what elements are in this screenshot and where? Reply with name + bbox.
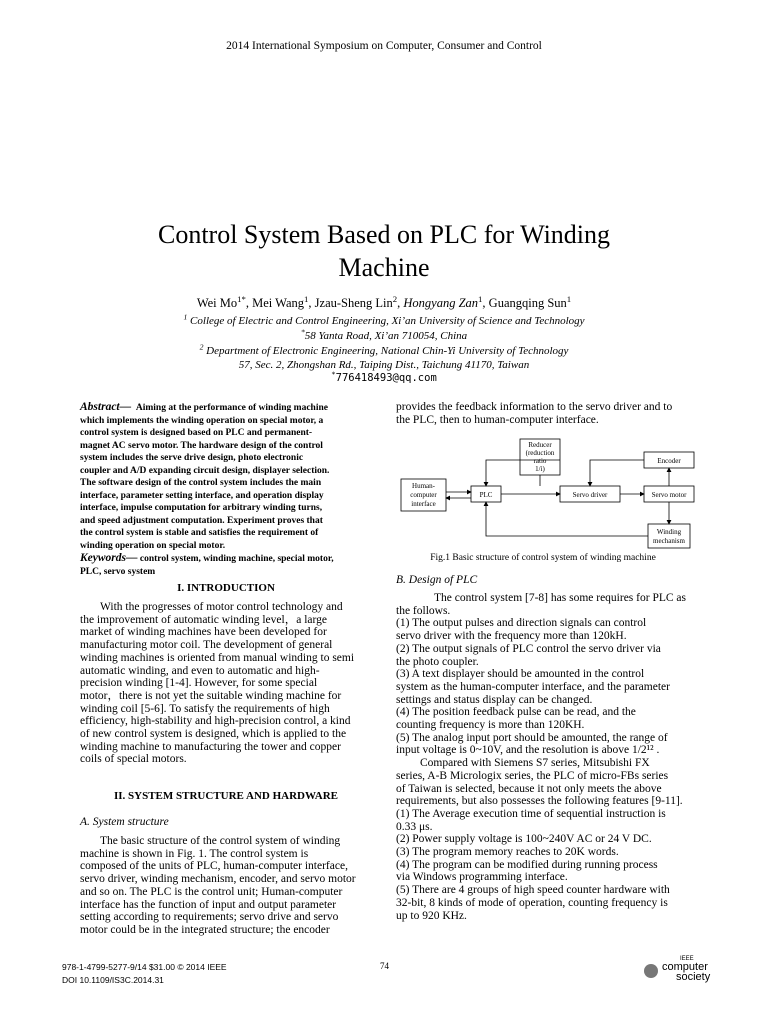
subsection-heading-plc: B. Design of PLC xyxy=(396,574,478,586)
servo-motor-label: Servo motor xyxy=(651,491,687,499)
hci-label-2: computer xyxy=(410,491,437,499)
plc-design-body: The control system [7-8] has some requires for PLC as the follows. (1) The output pulses and direction signals can control servo driver with the frequency more than 120kH. (2) The output signals of PLC control the servo driver via the photo coupler. (3) A text displayer should be amounted in the control system as the human-computer interface, and the parameter settings and status display can be changed. (4) The position feedback pulse can be read, and the counting frequency is more than 120KH. (5) The analog input port should be amounted, the range of input voltage is 0~10V, and the resolution is above 1/2¹² . Compared with Siemens S7 series, Mitsubishi FX series, A-B Micrologix series, the PLC of micro-FBs series of Taiwan is selected, because it not only meets the above requirements, but also possesses the following features [9-11]. (1) The Average execution time of sequential instruction is 0.33 μs. (2) Power supply voltage is 100~240V AC or 24 V DC. (3) The program memory reaches to 20K words. (4) The program can be modified during running process via Windows programming interface. (5) There are 4 groups of high speed counter hardware with 32-bit, 8 kinds of mode of operation, counting frequency is up to 920 KHz. xyxy=(396,592,686,922)
paper-title xyxy=(0,218,768,284)
author-sup: 1 xyxy=(566,293,572,304)
figure-block-diagram xyxy=(396,434,696,552)
encoder-label: Encoder xyxy=(657,457,681,465)
reducer-label-4: 1/i) xyxy=(535,465,545,473)
footer-doi: DOI 10.1109/IS3C.2014.31 xyxy=(62,975,164,985)
winding-label-1: Winding xyxy=(656,528,682,536)
page-number: 74 xyxy=(380,961,389,971)
author-name: Hongyang Zan xyxy=(403,296,479,310)
keywords: Keywords— control system, winding machine, special motor, xyxy=(80,552,334,564)
reducer-label-3: ratio xyxy=(533,457,547,465)
author-name: Wei Mo xyxy=(196,296,238,310)
author-sup: 1 xyxy=(304,293,309,304)
subsection-heading: A. System structure xyxy=(80,816,169,828)
introduction-body: With the progresses of motor control technology and the improvement of automatic winding level，a large market of winding machines have been developed for manufacturing motor coil. The development of general winding machines is oriented from manual winding to semi automatic winding, and even to automatic and high- precision winding [1-4]. However, for some special motor，there is not yet the suitable winding machine for winding coil [5-6]. To satisfy the requirements of high efficiency, high-stability and high-precision control, a kind of new control system is designed, which is applied to the winding machine to manufacturing the tower and copper coils of special motors. xyxy=(80,601,355,766)
computer-society-logo: IEEE computer society xyxy=(644,958,714,984)
reducer-label-2: (reduction xyxy=(525,449,555,457)
author-name: Jzau-Sheng Lin xyxy=(314,296,393,310)
author-sup: 1* xyxy=(237,293,246,304)
servo-driver-label: Servo driver xyxy=(572,491,608,499)
paper-title-line2: Machine xyxy=(338,253,430,282)
author-name: Guangqing Sun xyxy=(488,296,567,310)
affiliation: $^2$ Department of Electronic Engineering, National Chin-Yi University of Technology xyxy=(199,342,569,357)
hci-label-1: Human- xyxy=(412,482,435,490)
affiliation: *58 Yanta Road, Xi’an 710054, China xyxy=(300,327,468,342)
winding-label-2: mechanism xyxy=(653,537,685,545)
paper-title-line1: Control System Based on PLC for Winding xyxy=(157,220,611,249)
author-name: Mei Wang xyxy=(252,296,305,310)
author-sup: 1 xyxy=(478,293,483,304)
author-list: Wei $Mo^{1*}$, Mei Wang$^1$, Jzau-Sheng Lin$^2$, Hongyang Zan$^1$, Guangqing Sun$^1$ xyxy=(196,293,572,310)
author-sup: 2 xyxy=(392,293,398,304)
footer-isbn: 978-1-4799-5277-9/14 $31.00 © 2014 IEEE xyxy=(62,962,227,972)
figure-caption: Fig.1 Basic structure of control system of winding machine xyxy=(430,553,656,563)
abstract: Abstract— Aiming at the performance of winding machine which implements the winding operation on special motor, a control system is designed based on PLC and permanent- magnet AC servo motor. The hardware design of the control system includes the serve drive design, photo electronic coupler and A/D expanding circuit design, displayer selection. The software design of the control system includes the main interface, parameter setting interface, and operation display interface, impulse computation for arbitrary winding turns, and speed adjustment computation. Experiment proves that the control system is stable and satisfies the requirement of winding operation on special motor. Keywords— control system, winding machine, special motor, PLC, servo system xyxy=(80,401,372,578)
section-heading-system: II. SYSTEM STRUCTURE AND HARDWARE xyxy=(113,790,338,802)
plc-label: PLC xyxy=(479,491,493,499)
right-column-intro: provides the feedback information to the servo driver and to the PLC, then to human-computer interface. xyxy=(396,401,673,426)
conference-header: 2014 International Symposium on Computer, Consumer and Control xyxy=(226,40,542,52)
section-heading-introduction: I. INTRODUCTION xyxy=(177,582,275,594)
system-structure-body: The basic structure of the control system of winding machine is shown in Fig. 1. The control system is composed of the units of PLC, human-computer interface, servo driver, winding mechanism, encoder, and servo motor and so on. The PLC is the control unit; Human-computer interface has the function of input and output parameter setting according to requirements; servo drive and servo motor could be in the integrated structure; the encoder xyxy=(80,835,356,936)
author-email: *776418493@qq.com xyxy=(331,369,437,384)
globe-icon xyxy=(644,964,658,978)
hci-label-3: interface xyxy=(411,500,436,508)
abstract-label: Abstract— xyxy=(80,401,132,413)
reducer-label-1: Reducer xyxy=(528,441,552,449)
affiliation: $^1$ College of Electric and Control Engineering, Xi’an University of Science and Technology xyxy=(183,312,585,327)
affiliation: 57, Sec. 2, Zhongshan Rd., Taiping Dist., Taichung 41170, Taiwan xyxy=(238,359,530,371)
